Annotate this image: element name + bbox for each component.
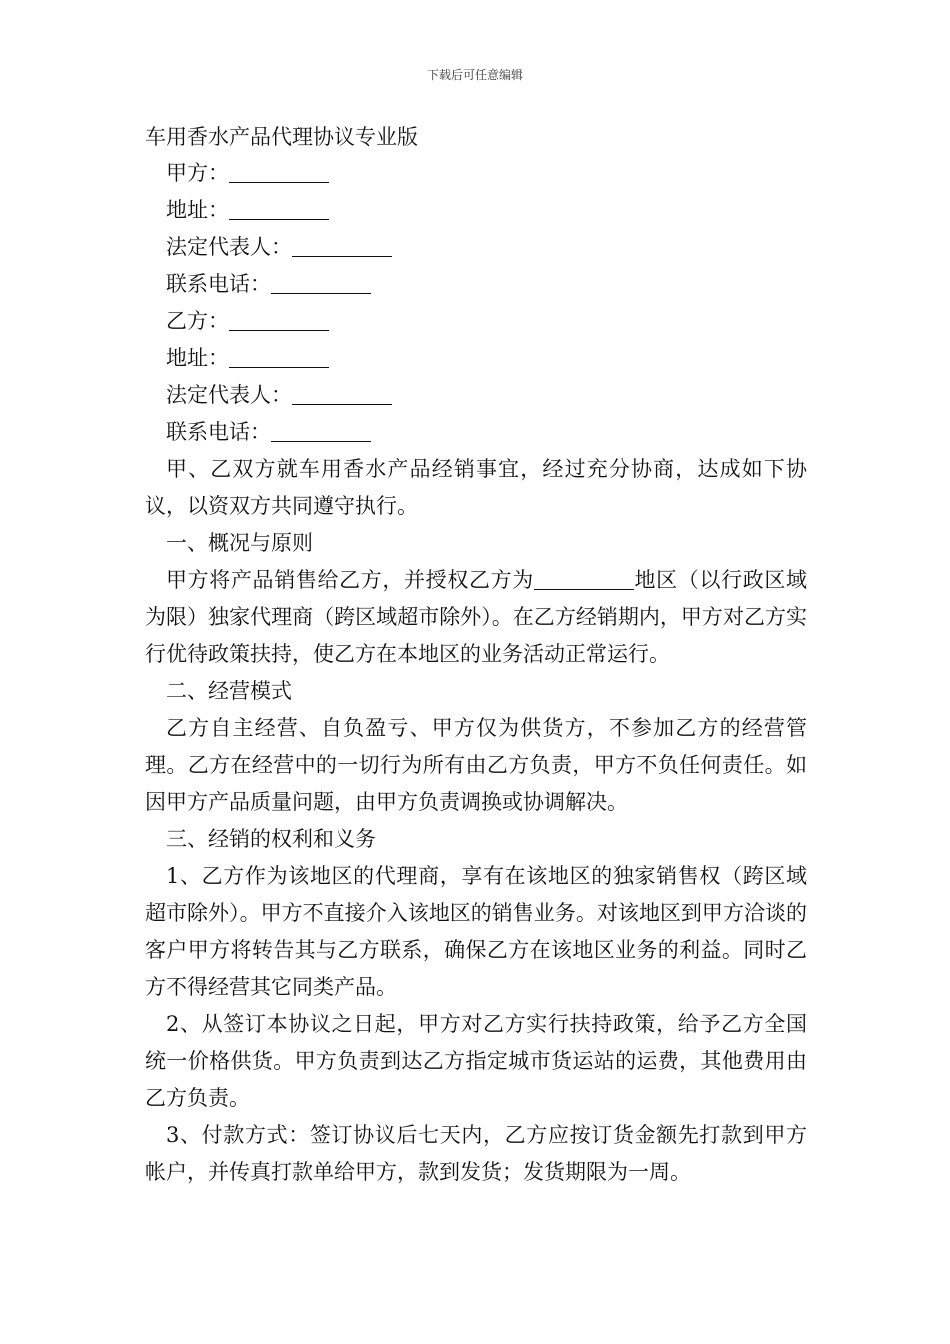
section2-paragraph: 乙方自主经营、自负盈亏、甲方仅为供货方，不参加乙方的经营管理。乙方在经营中的一切行为所有由乙方负责，甲方不负任何责任。如因甲方产品质量问题，由甲方负责调换或协调解决。 xyxy=(145,716,807,814)
party-b-phone-blank xyxy=(271,421,371,442)
party-a-rep-field xyxy=(145,229,807,266)
party-b-address-blank xyxy=(229,347,329,368)
party-b-phone-label: 联系电话： xyxy=(166,420,271,444)
section1-text-before: 甲方将产品销售给乙方，并授权乙方为 xyxy=(166,568,534,592)
party-b-address-field xyxy=(145,340,807,377)
section3-item2: 2、从签订本协议之日起，甲方对乙方实行扶持政策，给予乙方全国统一价格供货。甲方负责到达乙方指定城市货运站的运费，其他费用由乙方负责。 xyxy=(145,1012,807,1110)
party-b-rep-field xyxy=(145,377,807,414)
section3-heading: 三、经销的权利和义务 xyxy=(166,827,376,851)
party-a-label: 甲方： xyxy=(166,161,229,185)
document-title: 车用香水产品代理协议专业版 xyxy=(145,125,418,149)
party-a-address-blank xyxy=(229,199,329,220)
section1-paragraph xyxy=(145,562,807,673)
party-a-address-label: 地址： xyxy=(166,198,229,222)
party-b-field xyxy=(145,303,807,340)
party-b-label: 乙方： xyxy=(166,309,229,333)
document-body xyxy=(145,120,807,1191)
section3-item3: 3、付款方式：签订协议后七天内，乙方应按订货金额先打款到甲方帐户，并传真打款单给甲方，款到发货；发货期限为一周。 xyxy=(145,1123,807,1184)
section1-heading: 一、概况与原则 xyxy=(166,531,313,555)
party-a-rep-blank xyxy=(292,236,392,257)
region-blank xyxy=(534,569,634,590)
intro-paragraph: 甲、乙双方就车用香水产品经销事宜，经过充分协商，达成如下协议，以资双方共同遵守执行。 xyxy=(145,457,807,518)
party-b-rep-label: 法定代表人： xyxy=(166,383,292,407)
party-b-blank xyxy=(229,310,329,331)
party-a-field xyxy=(145,155,807,192)
section1-text-after: 地区（以行政区域为限）独家代理商（跨区域超市除外）。在乙方经销期内，甲方对乙方实行优待政策扶持，使乙方在本地区的业务活动正常运行。 xyxy=(145,568,808,666)
party-b-phone-field xyxy=(145,414,807,451)
page-header: 下载后可任意编辑 xyxy=(426,68,523,82)
section2-heading: 二、经营模式 xyxy=(166,679,292,703)
party-a-phone-field xyxy=(145,266,807,303)
party-a-phone-label: 联系电话： xyxy=(166,272,271,296)
party-a-rep-label: 法定代表人： xyxy=(166,235,292,259)
party-a-blank xyxy=(229,162,329,183)
party-b-rep-blank xyxy=(292,384,392,405)
section3-item1: 1、乙方作为该地区的代理商，享有在该地区的独家销售权（跨区域超市除外）。甲方不直接介入该地区的销售业务。对该地区到甲方洽谈的客户甲方将转告其与乙方联系，确保乙方在该地区业务的利益。同时乙方不得经营其它同类产品。 xyxy=(145,864,807,999)
party-a-address-field xyxy=(145,192,807,229)
party-a-phone-blank xyxy=(271,273,371,294)
party-b-address-label: 地址： xyxy=(166,346,229,370)
